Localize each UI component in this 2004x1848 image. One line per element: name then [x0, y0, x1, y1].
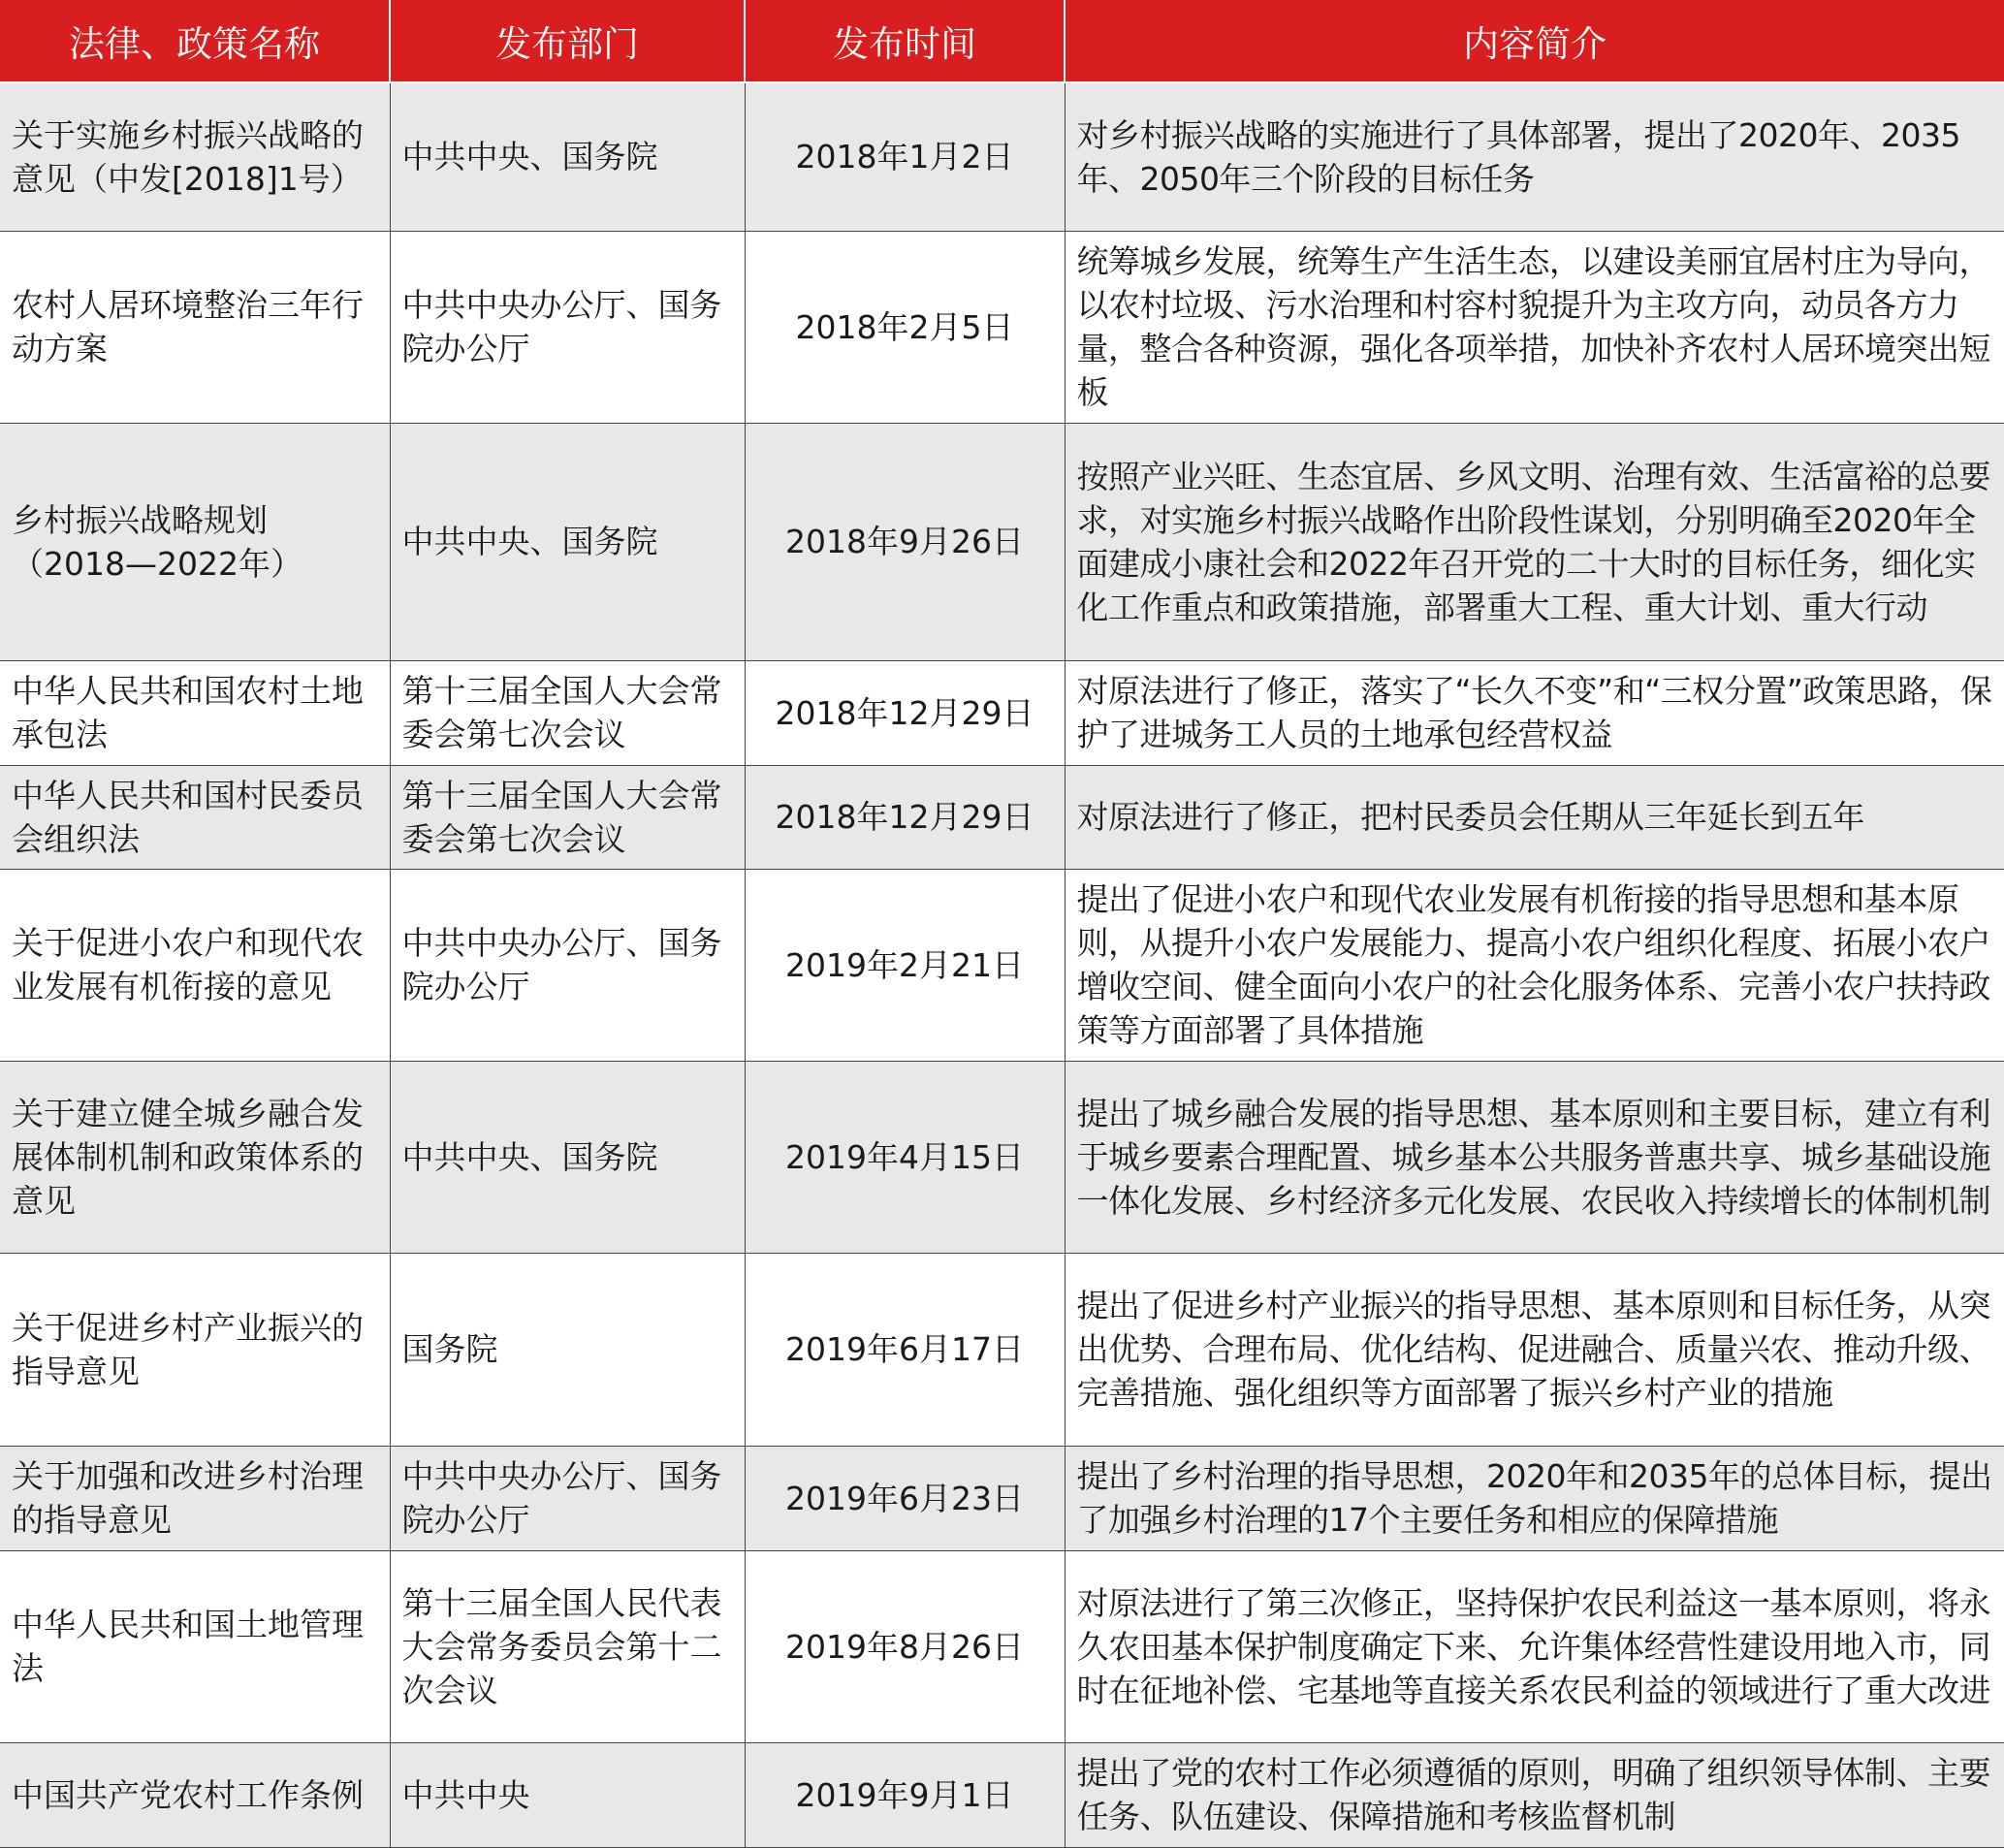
cell-date: 2018年2月5日 [745, 231, 1065, 423]
table-row [0, 1253, 2004, 1446]
cell-desc: 对乡村振兴战略的实施进行了具体部署，提出了2020年、2035年、2050年三个阶段的目标任务 [1065, 82, 2004, 231]
cell-name: 中华人民共和国农村土地承包法 [0, 660, 390, 765]
cell-dept: 中共中央办公厅、国务院办公厅 [390, 1446, 745, 1550]
cell-desc: 提出了城乡融合发展的指导思想、基本原则和主要目标，建立有利于城乡要素合理配置、城乡基本公共服务普惠共享、城乡基础设施一体化发展、乡村经济多元化发展、农民收入持续增长的体制机制 [1065, 1061, 2004, 1253]
cell-dept: 中共中央办公厅、国务院办公厅 [390, 869, 745, 1061]
cell-name: 中国共产党农村工作条例 [0, 1742, 390, 1847]
cell-date: 2018年12月29日 [745, 660, 1065, 765]
cell-name: 关于促进小农户和现代农业发展有机衔接的意见 [0, 869, 390, 1061]
cell-name: 中华人民共和国村民委员会组织法 [0, 765, 390, 869]
cell-date: 2019年6月17日 [745, 1253, 1065, 1446]
cell-name: 农村人居环境整治三年行动方案 [0, 231, 390, 423]
cell-desc: 提出了促进乡村产业振兴的指导思想、基本原则和目标任务，从突出优势、合理布局、优化结构、促进融合、质量兴农、推动升级、完善措施、强化组织等方面部署了振兴乡村产业的措施 [1065, 1253, 2004, 1446]
cell-dept: 中共中央、国务院 [390, 423, 745, 660]
cell-date: 2019年9月1日 [745, 1742, 1065, 1847]
cell-desc: 提出了促进小农户和现代农业发展有机衔接的指导思想和基本原则，从提升小农户发展能力、提高小农户组织化程度、拓展小农户增收空间、健全面向小农户的社会化服务体系、完善小农户扶持政策等方面部署了具体措施 [1065, 869, 2004, 1061]
cell-dept: 第十三届全国人大会常委会第七次会议 [390, 765, 745, 869]
cell-date: 2018年1月2日 [745, 82, 1065, 231]
cell-name: 关于促进乡村产业振兴的指导意见 [0, 1253, 390, 1446]
cell-dept: 中共中央办公厅、国务院办公厅 [390, 231, 745, 423]
table-row [0, 82, 2004, 231]
header-dept: 发布部门 [390, 0, 745, 82]
cell-name: 乡村振兴战略规划（2018—2022年） [0, 423, 390, 660]
cell-name: 关于加强和改进乡村治理的指导意见 [0, 1446, 390, 1550]
cell-desc: 对原法进行了修正，把村民委员会任期从三年延长到五年 [1065, 765, 2004, 869]
cell-date: 2019年4月15日 [745, 1061, 1065, 1253]
header-name: 法律、政策名称 [0, 0, 390, 82]
cell-dept: 国务院 [390, 1253, 745, 1446]
table-row [0, 660, 2004, 765]
cell-date: 2019年8月26日 [745, 1550, 1065, 1742]
cell-date: 2019年2月21日 [745, 869, 1065, 1061]
cell-date: 2018年9月26日 [745, 423, 1065, 660]
cell-date: 2019年6月23日 [745, 1446, 1065, 1550]
table-row [0, 1550, 2004, 1742]
cell-desc: 统筹城乡发展，统筹生产生活生态，以建设美丽宜居村庄为导向，以农村垃圾、污水治理和村容村貌提升为主攻方向，动员各方力量，整合各种资源，强化各项举措，加快补齐农村人居环境突出短板 [1065, 231, 2004, 423]
cell-desc: 对原法进行了修正，落实了“长久不变”和“三权分置”政策思路，保护了进城务工人员的土地承包经营权益 [1065, 660, 2004, 765]
header-row [0, 0, 2004, 82]
table-row [0, 1446, 2004, 1550]
cell-desc: 提出了乡村治理的指导思想，2020年和2035年的总体目标，提出了加强乡村治理的17个主要任务和相应的保障措施 [1065, 1446, 2004, 1550]
cell-name: 关于实施乡村振兴战略的意见（中发[2018]1号） [0, 82, 390, 231]
table-row [0, 1742, 2004, 1847]
header-desc: 内容简介 [1065, 0, 2004, 82]
table-row [0, 765, 2004, 869]
cell-date: 2018年12月29日 [745, 765, 1065, 869]
cell-desc: 提出了党的农村工作必须遵循的原则，明确了组织领导体制、主要任务、队伍建设、保障措施和考核监督机制 [1065, 1742, 2004, 1847]
table-row [0, 869, 2004, 1061]
cell-name: 关于建立健全城乡融合发展体制机制和政策体系的意见 [0, 1061, 390, 1253]
table-row [0, 231, 2004, 423]
cell-desc: 对原法进行了第三次修正，坚持保护农民利益这一基本原则，将永久农田基本保护制度确定下来、允许集体经营性建设用地入市，同时在征地补偿、宅基地等直接关系农民利益的领域进行了重大改进 [1065, 1550, 2004, 1742]
cell-dept: 中共中央 [390, 1742, 745, 1847]
header-date: 发布时间 [745, 0, 1065, 82]
cell-dept: 中共中央、国务院 [390, 1061, 745, 1253]
cell-dept: 第十三届全国人民代表大会常务委员会第十二次会议 [390, 1550, 745, 1742]
table-row [0, 1061, 2004, 1253]
cell-name: 中华人民共和国土地管理法 [0, 1550, 390, 1742]
cell-dept: 中共中央、国务院 [390, 82, 745, 231]
cell-dept: 第十三届全国人大会常委会第七次会议 [390, 660, 745, 765]
cell-desc: 按照产业兴旺、生态宜居、乡风文明、治理有效、生活富裕的总要求，对实施乡村振兴战略作出阶段性谋划，分别明确至2020年全面建成小康社会和2022年召开党的二十大时的目标任务，细化实化工作重点和政策措施，部署重大工程、重大计划、重大行动 [1065, 423, 2004, 660]
table-row [0, 423, 2004, 660]
